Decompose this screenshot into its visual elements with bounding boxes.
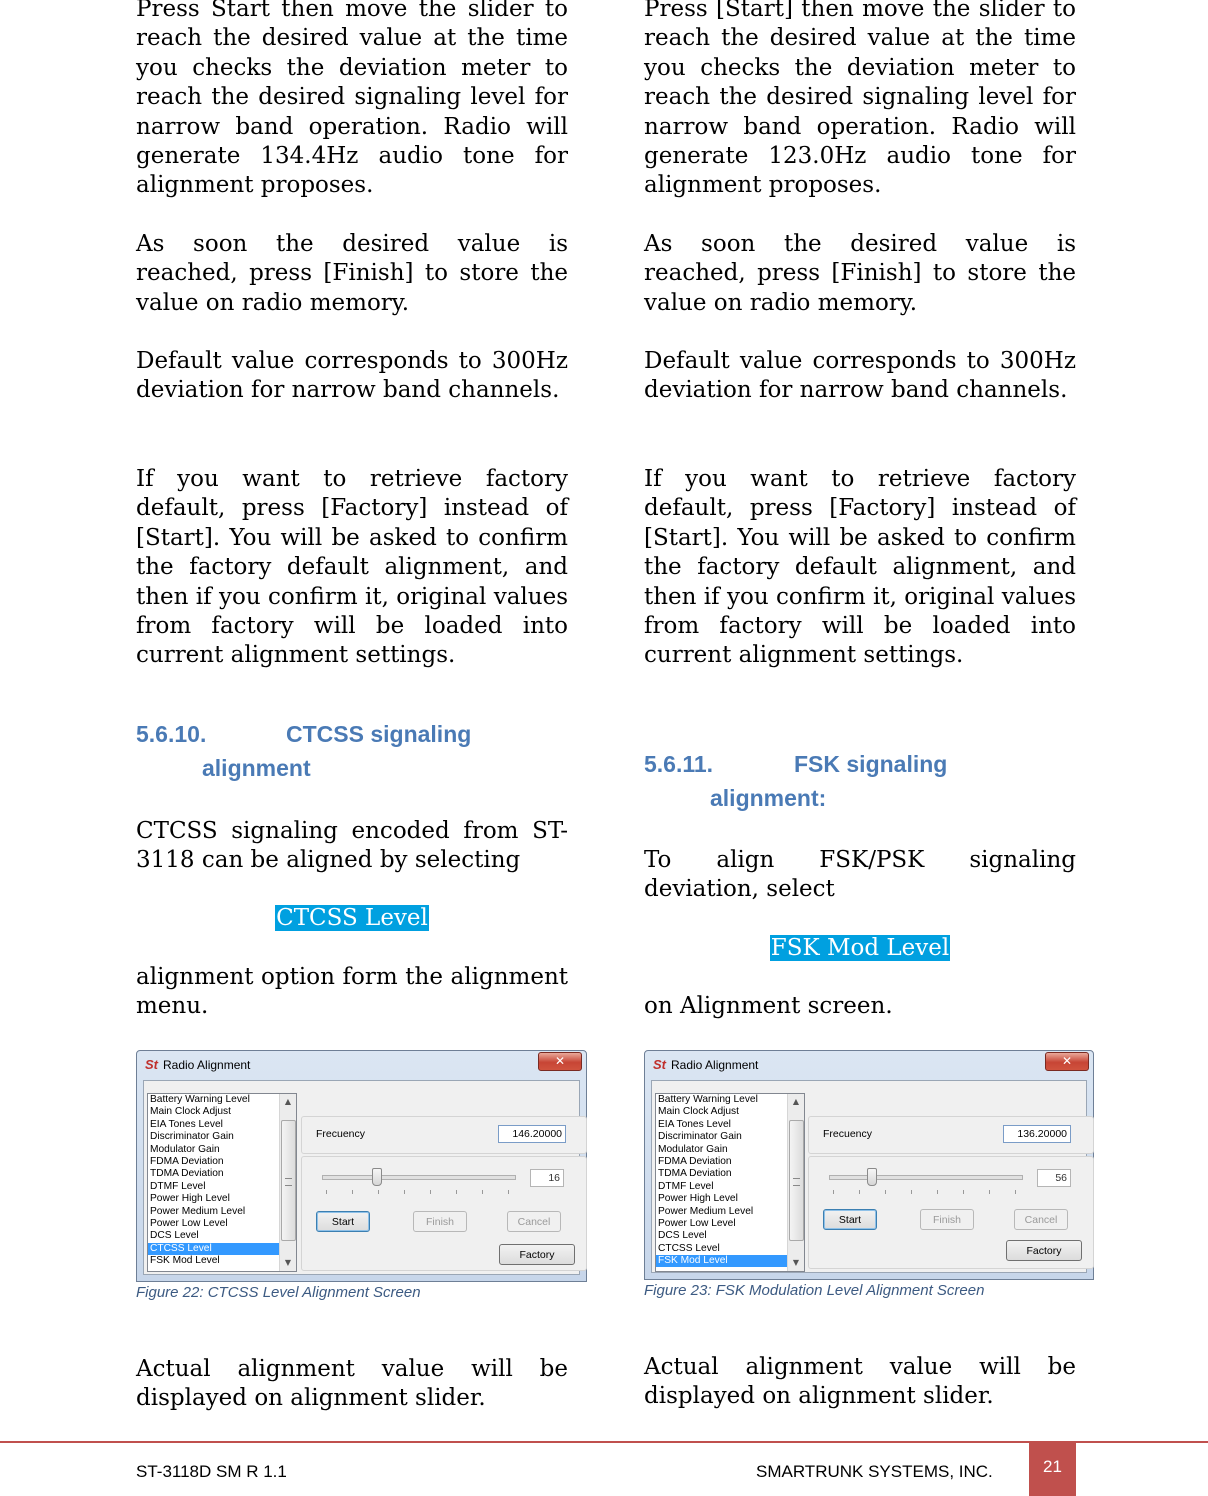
slider-value-box: 16 <box>530 1169 564 1187</box>
figure-caption: Figure 23: FSK Modulation Level Alignment Screen <box>644 1282 985 1299</box>
highlighted-menu-item <box>136 903 568 933</box>
window-client-area <box>651 1080 1087 1273</box>
alignment-option-list[interactable] <box>655 1093 805 1272</box>
window-client-area <box>143 1080 580 1275</box>
highlight-text: FSK Mod Level <box>770 935 950 961</box>
paragraph: alignment option form the alignment menu. <box>136 964 568 1020</box>
figure-caption: Figure 22: CTCSS Level Alignment Screen <box>136 1284 421 1301</box>
list-item[interactable]: Power Medium Level <box>150 1205 246 1217</box>
slider-track[interactable] <box>829 1175 1023 1180</box>
heading-text-line2: alignment: <box>710 785 827 811</box>
paragraph: Actual alignment value will be displayed on alignment slider. <box>644 1354 1076 1410</box>
highlight-text: CTCSS Level <box>276 905 428 931</box>
factory-button[interactable]: Factory <box>1006 1240 1082 1261</box>
close-button[interactable]: ✕ <box>538 1052 582 1071</box>
heading-text: CTCSS signaling <box>286 721 472 747</box>
radio-alignment-window <box>644 1050 1094 1280</box>
paragraph: Actual alignment value will be displayed on alignment slider. <box>136 1356 568 1412</box>
start-button[interactable]: Start <box>823 1209 877 1230</box>
window-title: Radio Alignment <box>163 1058 251 1072</box>
list-item[interactable]: Discriminator Gain <box>150 1131 234 1143</box>
heading-text-line2: alignment <box>202 755 311 781</box>
list-item[interactable]: Battery Warning Level <box>658 1094 758 1105</box>
footer-divider <box>0 1441 1208 1443</box>
finish-button[interactable]: Finish <box>413 1211 467 1232</box>
scroll-up-icon[interactable]: ▲ <box>284 1097 292 1106</box>
list-item[interactable]: Power Medium Level <box>658 1205 754 1217</box>
frequency-label: Frecuency <box>316 1128 366 1140</box>
list-item[interactable]: DTMF Level <box>658 1180 714 1192</box>
list-scrollbar[interactable] <box>279 1094 296 1271</box>
heading-number: 5.6.10. <box>136 721 207 747</box>
list-scrollbar[interactable] <box>787 1094 804 1271</box>
heading-text: FSK signaling <box>794 751 948 777</box>
company-name: SMARTRUNK SYSTEMS, INC. <box>756 1462 993 1481</box>
list-item[interactable]: TDMA Deviation <box>150 1168 224 1180</box>
paragraph: As soon the desired value is reached, press [Finish] to store the value on radio memory. <box>136 231 568 316</box>
paragraph: Press Start then move the slider to reach the desired value at the time you checks the deviation meter to reach the desired signaling level for narrow band operation. Radio will generate 134.4Hz audio tone for alignment proposes. <box>136 0 568 199</box>
highlighted-menu-item <box>644 933 1076 963</box>
paragraph: To align FSK/PSK signaling deviation, select <box>644 847 1076 903</box>
slider-thumb[interactable] <box>372 1168 382 1186</box>
frequency-label: Frecuency <box>823 1128 873 1140</box>
close-button[interactable]: ✕ <box>1045 1052 1089 1071</box>
section-heading <box>644 747 1076 815</box>
scroll-thumb[interactable] <box>789 1120 804 1241</box>
list-item[interactable]: Modulator Gain <box>150 1143 220 1155</box>
page-number: 21 <box>1029 1443 1076 1496</box>
paragraph: Press [Start] then move the slider to reach the desired value at the time you checks the deviation meter to reach the desired signaling level for narrow band operation. Radio will generate 123.0Hz audio tone for alignment proposes. <box>644 0 1076 199</box>
frequency-input[interactable]: 136.20000 <box>1003 1125 1071 1143</box>
scroll-down-icon[interactable]: ▼ <box>792 1258 800 1267</box>
list-items <box>148 1094 279 1267</box>
list-item[interactable]: FSK Mod Level <box>150 1255 220 1267</box>
app-logo-icon: St <box>145 1057 158 1072</box>
finish-button[interactable]: Finish <box>920 1209 974 1230</box>
list-item[interactable]: EIA Tones Level <box>150 1118 223 1130</box>
list-item[interactable]: Main Clock Adjust <box>658 1106 739 1118</box>
list-item[interactable]: Power Low Level <box>658 1217 736 1229</box>
list-item[interactable]: FSK Mod Level <box>656 1255 787 1267</box>
list-item[interactable]: Battery Warning Level <box>150 1094 250 1105</box>
list-item[interactable]: Power Low Level <box>150 1217 228 1229</box>
scroll-up-icon[interactable]: ▲ <box>792 1097 800 1106</box>
list-item[interactable]: Modulator Gain <box>658 1143 728 1155</box>
list-item[interactable]: FDMA Deviation <box>150 1155 224 1167</box>
radio-alignment-window <box>136 1050 587 1282</box>
scroll-thumb[interactable] <box>281 1120 296 1241</box>
paragraph: Default value corresponds to 300Hz deviation for narrow band channels. <box>644 348 1076 404</box>
paragraph: If you want to retrieve factory default, press [Factory] instead of [Start]. You will be asked to confirm the factory default alignment, and then if you confirm it, original values from factory will be loaded into current alignment settings. <box>644 466 1076 669</box>
list-item[interactable]: EIA Tones Level <box>658 1118 731 1130</box>
paragraph: on Alignment screen. <box>644 993 893 1019</box>
section-heading <box>136 717 568 785</box>
paragraph: Default value corresponds to 300Hz deviation for narrow band channels. <box>136 348 568 404</box>
list-item[interactable]: Discriminator Gain <box>658 1131 742 1143</box>
document-id: ST-3118D SM R 1.1 <box>136 1462 287 1481</box>
slider-thumb[interactable] <box>867 1168 877 1186</box>
heading-number: 5.6.11. <box>644 751 714 777</box>
list-item[interactable]: CTCSS Level <box>658 1242 720 1254</box>
frequency-input[interactable]: 146.20000 <box>498 1125 566 1143</box>
frequency-panel <box>301 1116 587 1154</box>
factory-button[interactable]: Factory <box>499 1244 575 1265</box>
list-item[interactable]: DCS Level <box>150 1230 199 1242</box>
list-item[interactable]: DCS Level <box>658 1230 707 1242</box>
scroll-down-icon[interactable]: ▼ <box>284 1258 292 1267</box>
list-item[interactable]: Power High Level <box>658 1193 738 1205</box>
paragraph: CTCSS signaling encoded from ST-3118 can be aligned by selecting <box>136 818 568 874</box>
list-item[interactable]: TDMA Deviation <box>658 1168 732 1180</box>
list-item[interactable]: Main Clock Adjust <box>150 1106 231 1118</box>
list-item[interactable]: Power High Level <box>150 1193 230 1205</box>
list-item[interactable]: FDMA Deviation <box>658 1155 732 1167</box>
slider-value-box: 56 <box>1037 1169 1071 1187</box>
cancel-button[interactable]: Cancel <box>507 1211 561 1232</box>
paragraph: As soon the desired value is reached, press [Finish] to store the value on radio memory. <box>644 231 1076 316</box>
start-button[interactable]: Start <box>316 1211 370 1232</box>
title-bar <box>137 1051 586 1079</box>
list-items <box>656 1094 787 1267</box>
alignment-option-list[interactable] <box>147 1093 297 1272</box>
list-item[interactable]: CTCSS Level <box>148 1243 279 1255</box>
list-item[interactable]: DTMF Level <box>150 1180 206 1192</box>
slider-track[interactable] <box>322 1175 516 1180</box>
paragraph: If you want to retrieve factory default, press [Factory] instead of [Start]. You will be asked to confirm the factory default alignment, and then if you confirm it, original values from factory will be loaded into current alignment settings. <box>136 466 568 669</box>
cancel-button[interactable]: Cancel <box>1014 1209 1068 1230</box>
app-logo-icon: St <box>653 1057 666 1072</box>
window-title: Radio Alignment <box>671 1058 759 1072</box>
frequency-panel <box>808 1116 1094 1154</box>
title-bar <box>645 1051 1093 1079</box>
